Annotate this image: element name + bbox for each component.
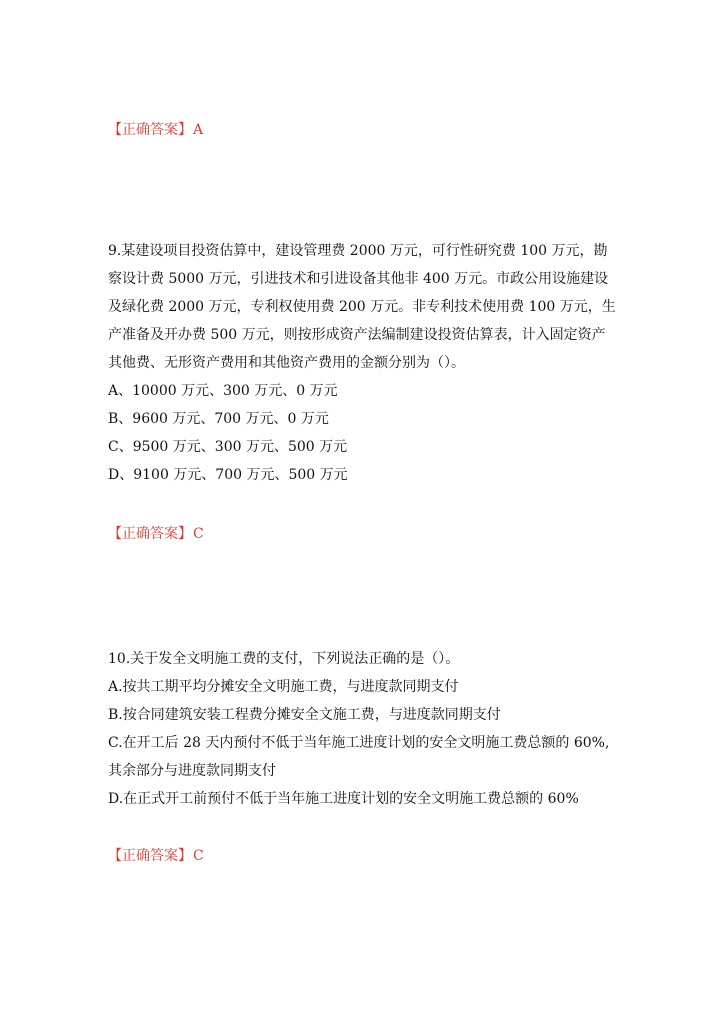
option-b: B.按合同建筑安装工程费分摊安全文施工费，与进度款同期支付 — [108, 707, 501, 723]
answer-value: C — [193, 848, 204, 864]
question-stem-line: 产准备及开办费 500 万元，则按形成资产法编制建设投资估算表，计入固定资产 — [108, 327, 606, 343]
question-stem-line: 10.关于发全文明施工费的支付，下列说法正确的是（）。 — [108, 651, 460, 667]
option-d: D、9100 万元、700 万元、500 万元 — [108, 467, 348, 483]
answer-line-2 — [108, 525, 204, 543]
option-c-continued: 其余部分与进度款同期支付 — [108, 763, 276, 779]
answer-line-1 — [108, 121, 203, 139]
answer-value: C — [193, 526, 204, 542]
answer-label: 【正确答案】 — [108, 848, 192, 864]
option-d: D.在正式开工前预付不低于当年施工进度计划的安全文明施工费总额的 60% — [108, 791, 579, 807]
question-10 — [108, 645, 628, 813]
option-c: C、9500 万元、300 万元、500 万元 — [108, 439, 348, 455]
question-stem-line: 及绿化费 2000 万元，专利权使用费 200 万元。非专利技术使用费 100 万元，生 — [108, 299, 616, 315]
question-stem-line: 察设计费 5000 万元，引进技术和引进设备其他非 400 万元。市政公用设施建设 — [108, 271, 609, 287]
answer-value: A — [193, 122, 204, 138]
question-stem-line: 9.某建设项目投资估算中，建设管理费 2000 万元，可行性研究费 100 万元，勘 — [108, 243, 608, 259]
question-9 — [108, 237, 628, 489]
option-a: A.按共工期平均分摊安全文明施工费，与进度款同期支付 — [108, 679, 459, 695]
option-b: B、9600 万元、700 万元、0 万元 — [108, 411, 329, 427]
option-a: A、10000 万元、300 万元、0 万元 — [108, 383, 338, 399]
option-c: C.在开工后 28 天内预付不低于当年施工进度计划的安全文明施工费总额的 60%, — [108, 735, 610, 751]
answer-label: 【正确答案】 — [108, 526, 192, 542]
answer-label: 【正确答案】 — [108, 122, 192, 138]
question-stem-line: 其他费、无形资产费用和其他资产费用的金额分别为（）。 — [108, 355, 465, 371]
answer-line-3 — [108, 847, 204, 865]
